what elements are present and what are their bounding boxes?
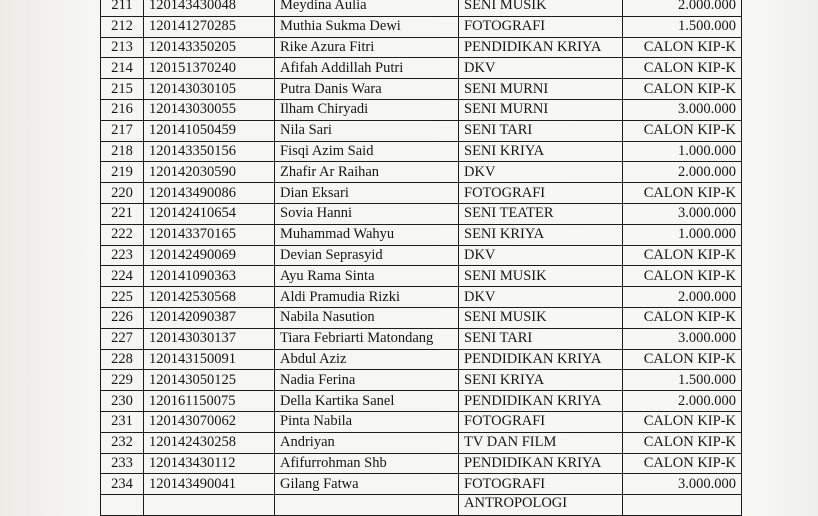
row-number: 220	[101, 183, 144, 204]
remark: CALON KIP-K	[623, 120, 742, 141]
student-name: Muhammad Wahyu	[275, 224, 459, 245]
remark: 3.000.000	[623, 328, 742, 349]
row-number: 214	[101, 58, 144, 79]
study-program: SENI MURNI	[459, 99, 623, 120]
study-program: SENI MURNI	[459, 79, 623, 100]
study-program: DKV	[459, 58, 623, 79]
student-id: 120142430258	[144, 432, 275, 453]
student-id: 120142030590	[144, 162, 275, 183]
student-id: 120143030137	[144, 328, 275, 349]
study-program: SENI KRIYA	[459, 224, 623, 245]
table-row	[101, 307, 742, 328]
remark: 2.000.000	[623, 391, 742, 412]
student-name: Andriyan	[275, 432, 459, 453]
table-row	[101, 99, 742, 120]
remark: 3.000.000	[623, 203, 742, 224]
row-number: 222	[101, 224, 144, 245]
student-name: Devian Seprasyid	[275, 245, 459, 266]
study-program: FOTOGRAFI	[459, 411, 623, 432]
study-program: SENI TARI	[459, 328, 623, 349]
table-row	[101, 411, 742, 432]
study-program: DKV	[459, 287, 623, 308]
student-id: 120141270285	[144, 16, 275, 37]
student-id: 120143490086	[144, 183, 275, 204]
remark: 1.000.000	[623, 141, 742, 162]
remark: CALON KIP-K	[623, 349, 742, 370]
student-name	[275, 495, 459, 516]
student-id: 120143050125	[144, 370, 275, 391]
row-number: 224	[101, 266, 144, 287]
row-number: 223	[101, 245, 144, 266]
table-row	[101, 453, 742, 474]
student-id: 120143030055	[144, 99, 275, 120]
remark: CALON KIP-K	[623, 37, 742, 58]
remark: CALON KIP-K	[623, 411, 742, 432]
remark: CALON KIP-K	[623, 266, 742, 287]
remark: 2.000.000	[623, 287, 742, 308]
student-id: 120143430112	[144, 453, 275, 474]
student-name: Gilang Fatwa	[275, 474, 459, 495]
study-program: TV DAN FILM	[459, 432, 623, 453]
student-id: 120143370165	[144, 224, 275, 245]
study-program: SENI MUSIK	[459, 0, 623, 16]
student-name: Dian Eksari	[275, 183, 459, 204]
student-name: Nila Sari	[275, 120, 459, 141]
row-number: 218	[101, 141, 144, 162]
row-number: 232	[101, 432, 144, 453]
table-row	[101, 224, 742, 245]
remark: 3.000.000	[623, 99, 742, 120]
student-id: 120143350156	[144, 141, 275, 162]
remark: CALON KIP-K	[623, 307, 742, 328]
table-row	[101, 183, 742, 204]
student-table-body	[101, 0, 742, 515]
row-number: 217	[101, 120, 144, 141]
row-number	[101, 495, 144, 516]
remark: CALON KIP-K	[623, 432, 742, 453]
table-row	[101, 141, 742, 162]
study-program: SENI MUSIK	[459, 307, 623, 328]
student-id: 120141090363	[144, 266, 275, 287]
student-name: Nadia Ferina	[275, 370, 459, 391]
remark: CALON KIP-K	[623, 453, 742, 474]
student-id: 120142090387	[144, 307, 275, 328]
student-name: Rike Azura Fitri	[275, 37, 459, 58]
row-number: 226	[101, 307, 144, 328]
student-id: 120142530568	[144, 287, 275, 308]
remark: CALON KIP-K	[623, 245, 742, 266]
study-program: FOTOGRAFI	[459, 16, 623, 37]
student-name: Nabila Nasution	[275, 307, 459, 328]
table-row	[101, 495, 742, 516]
row-number: 215	[101, 79, 144, 100]
study-program: SENI KRIYA	[459, 370, 623, 391]
remark: 2.000.000	[623, 0, 742, 16]
student-name: Afifurrohman Shb	[275, 453, 459, 474]
table-row	[101, 474, 742, 495]
remark: CALON KIP-K	[623, 183, 742, 204]
row-number: 216	[101, 99, 144, 120]
table-row	[101, 349, 742, 370]
student-id: 120142410654	[144, 203, 275, 224]
row-number: 234	[101, 474, 144, 495]
student-id: 120143350205	[144, 37, 275, 58]
table-row	[101, 432, 742, 453]
row-number: 231	[101, 411, 144, 432]
row-number: 228	[101, 349, 144, 370]
remark: CALON KIP-K	[623, 58, 742, 79]
row-number: 213	[101, 37, 144, 58]
table-row	[101, 120, 742, 141]
table-row	[101, 370, 742, 391]
student-name: Sovia Hanni	[275, 203, 459, 224]
row-number: 225	[101, 287, 144, 308]
student-name: Della Kartika Sanel	[275, 391, 459, 412]
study-program: SENI TARI	[459, 120, 623, 141]
student-id: 120143490041	[144, 474, 275, 495]
student-id: 120151370240	[144, 58, 275, 79]
remark: 1.500.000	[623, 16, 742, 37]
table-row	[101, 391, 742, 412]
student-name: Abdul Aziz	[275, 349, 459, 370]
table-row	[101, 203, 742, 224]
study-program: PENDIDIKAN KRIYA	[459, 37, 623, 58]
row-number: 230	[101, 391, 144, 412]
student-id: 120141050459	[144, 120, 275, 141]
remark	[623, 495, 742, 516]
row-number: 219	[101, 162, 144, 183]
student-id: 120143070062	[144, 411, 275, 432]
student-name: Zhafir Ar Raihan	[275, 162, 459, 183]
remark: 3.000.000	[623, 474, 742, 495]
table-row	[101, 16, 742, 37]
student-name: Meydina Aulia	[275, 0, 459, 16]
student-name: Aldi Pramudia Rizki	[275, 287, 459, 308]
student-id: 120143030105	[144, 79, 275, 100]
student-name: Afifah Addillah Putri	[275, 58, 459, 79]
student-name: Muthia Sukma Dewi	[275, 16, 459, 37]
student-id: 120143150091	[144, 349, 275, 370]
remark: CALON KIP-K	[623, 79, 742, 100]
remark: 2.000.000	[623, 162, 742, 183]
study-program: FOTOGRAFI	[459, 183, 623, 204]
table-row	[101, 79, 742, 100]
row-number: 227	[101, 328, 144, 349]
student-name: Pinta Nabila	[275, 411, 459, 432]
table-row	[101, 58, 742, 79]
study-program: SENI TEATER	[459, 203, 623, 224]
student-id	[144, 495, 275, 516]
student-name: Ayu Rama Sinta	[275, 266, 459, 287]
student-name: Ilham Chiryadi	[275, 99, 459, 120]
table-row	[101, 0, 742, 16]
row-number: 229	[101, 370, 144, 391]
table-row	[101, 328, 742, 349]
remark: 1.000.000	[623, 224, 742, 245]
student-name: Putra Danis Wara	[275, 79, 459, 100]
table-row	[101, 37, 742, 58]
study-program: ANTROPOLOGI	[459, 495, 623, 516]
study-program: SENI MUSIK	[459, 266, 623, 287]
study-program: FOTOGRAFI	[459, 474, 623, 495]
student-id: 120143430048	[144, 0, 275, 16]
remark: 1.500.000	[623, 370, 742, 391]
student-table	[100, 0, 742, 516]
row-number: 233	[101, 453, 144, 474]
student-id: 120161150075	[144, 391, 275, 412]
study-program: PENDIDIKAN KRIYA	[459, 391, 623, 412]
student-name: Fisqi Azim Said	[275, 141, 459, 162]
table-row	[101, 266, 742, 287]
study-program: SENI KRIYA	[459, 141, 623, 162]
table-row	[101, 245, 742, 266]
study-program: PENDIDIKAN KRIYA	[459, 349, 623, 370]
student-name: Tiara Febriarti Matondang	[275, 328, 459, 349]
row-number: 221	[101, 203, 144, 224]
row-number: 212	[101, 16, 144, 37]
study-program: DKV	[459, 245, 623, 266]
row-number: 211	[101, 0, 144, 16]
table-row	[101, 287, 742, 308]
study-program: PENDIDIKAN KRIYA	[459, 453, 623, 474]
student-id: 120142490069	[144, 245, 275, 266]
study-program: DKV	[459, 162, 623, 183]
table-row	[101, 162, 742, 183]
